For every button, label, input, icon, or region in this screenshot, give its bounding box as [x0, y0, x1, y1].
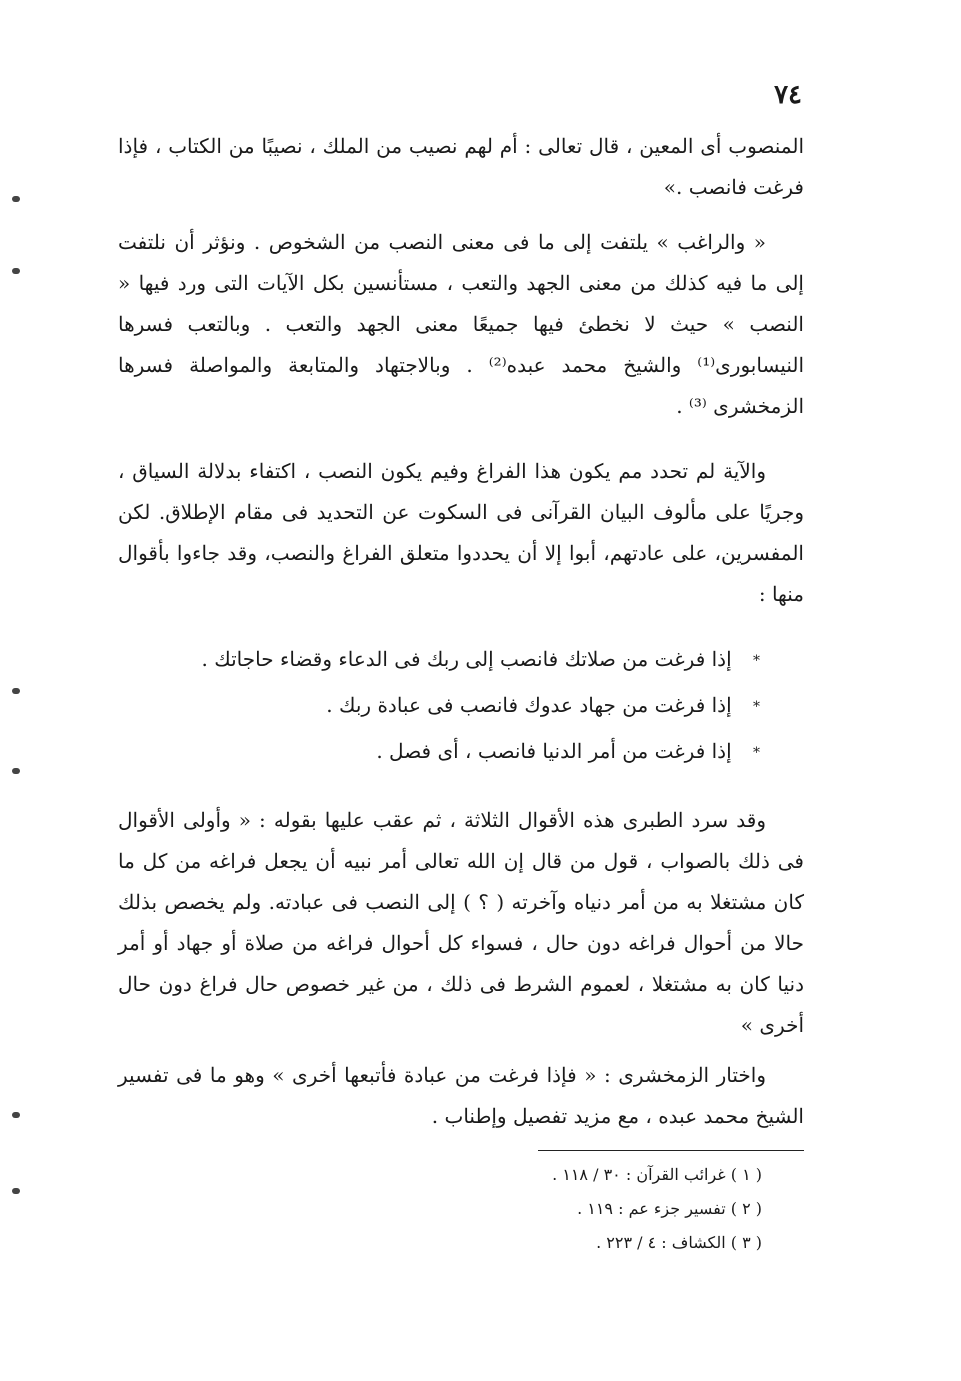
paragraph-2 [118, 222, 804, 427]
paragraph-text: المنصوب أى المعين ، قال تعالى : أم لهم نصيب من الملك ، نصيبًا من الكتاب ، فإذا فرغت فانصب .» [118, 134, 804, 199]
footnote-divider [538, 1150, 804, 1151]
scan-mark [12, 1112, 20, 1118]
paragraph-1 [118, 126, 804, 208]
paragraph-3 [118, 451, 804, 615]
scan-mark [12, 196, 20, 202]
footnote-list [450, 1158, 762, 1260]
bullet-marker: * [753, 744, 760, 761]
bullet-item [150, 682, 760, 728]
bullet-item [150, 636, 760, 682]
footnote-item: ( ٣ ) الكشاف : ٤ / ٢٢٣ . [596, 1233, 762, 1252]
bullet-item [150, 728, 760, 774]
bullet-marker: * [753, 652, 760, 669]
footnote-item: ( ١ ) غرائب القرآن : ٣٠ / ١١٨ . [552, 1165, 762, 1184]
bullet-text: إذا فرغت من أمر الدنيا فانصب ، أى فصل . [376, 739, 732, 763]
paragraph-text: « والراغب » يلتفت إلى ما فى معنى النصب من الشخوص . ونؤثر أن نلتفت إلى ما فيه كذلك من معنى الجهد والتعب ، مستأنسين بكل الآيات التى ورد فيها « النصب » حيث لا نخطئ فيها جميعًا معنى الجهد والتعب . وبالتعب فسرها النيسابورى⁽¹⁾ والشيخ محمد عبده⁽²⁾ . وبالاجتهاد والمتابعة والمواصلة فسرها الزمخشرى ⁽³⁾ . [118, 230, 805, 418]
page-number: ٧٤ [774, 80, 802, 110]
paragraph-text: والآية لم تحدد مم يكون هذا الفراغ وفيم يكون النصب ، اكتفاء بدلالة السياق ، وجريًا على مألوف البيان القرآنى فى السكوت عن التحديد فى مقام الإطلاق. لكن المفسرين، على عادتهم، أبوا إلا أن يحددوا متعلق الفراغ والنصب، وقد جاءوا بأقوال منها : [118, 459, 804, 606]
bullet-text: إذا فرغت من جهاد عدوك فانصب فى عبادة ربك . [326, 693, 732, 717]
bullet-marker: * [753, 698, 760, 715]
paragraph-5 [118, 1055, 804, 1137]
paragraph-text: وقد سرد الطبرى هذه الأقوال الثلاثة ، ثم عقب عليها بقوله : « وأولى الأقوال فى ذلك بالصواب ، قول من قال إن الله تعالى أمر نبيه أن يجعل فراغه من كل ما كان مشتغلا به من أمر دنياه وآخرته ( ؟ ) إلى النصب فى عبادته. ولم يخصص بذلك حالا من أحوال فراغه دون حال ، فسواء كل أحوال فراغه من صلاة أو جهاد أو أمر دنيا كان به مشتغلا ، لعموم الشرط فى ذلك ، من غير خصوص حال فراغ دون حال أخرى » [118, 808, 804, 1037]
scan-mark [12, 768, 20, 774]
bullet-list [150, 636, 760, 774]
scan-mark [12, 1188, 20, 1194]
bullet-text: إذا فرغت من صلاتك فانصب إلى ربك فى الدعاء وقضاء حاجاتك . [201, 647, 732, 671]
paragraph-4 [118, 800, 804, 1046]
scan-mark [12, 688, 20, 694]
footnote-item: ( ٢ ) تفسير جزء عم : ١١٩ . [577, 1199, 762, 1218]
paragraph-text: واختار الزمخشرى : « فإذا فرغت من عبادة فأتبعها أخرى » وهو ما فى تفسير الشيخ محمد عبده ، مع مزيد تفصيل وإطناب . [118, 1063, 804, 1128]
scan-mark [12, 268, 20, 274]
